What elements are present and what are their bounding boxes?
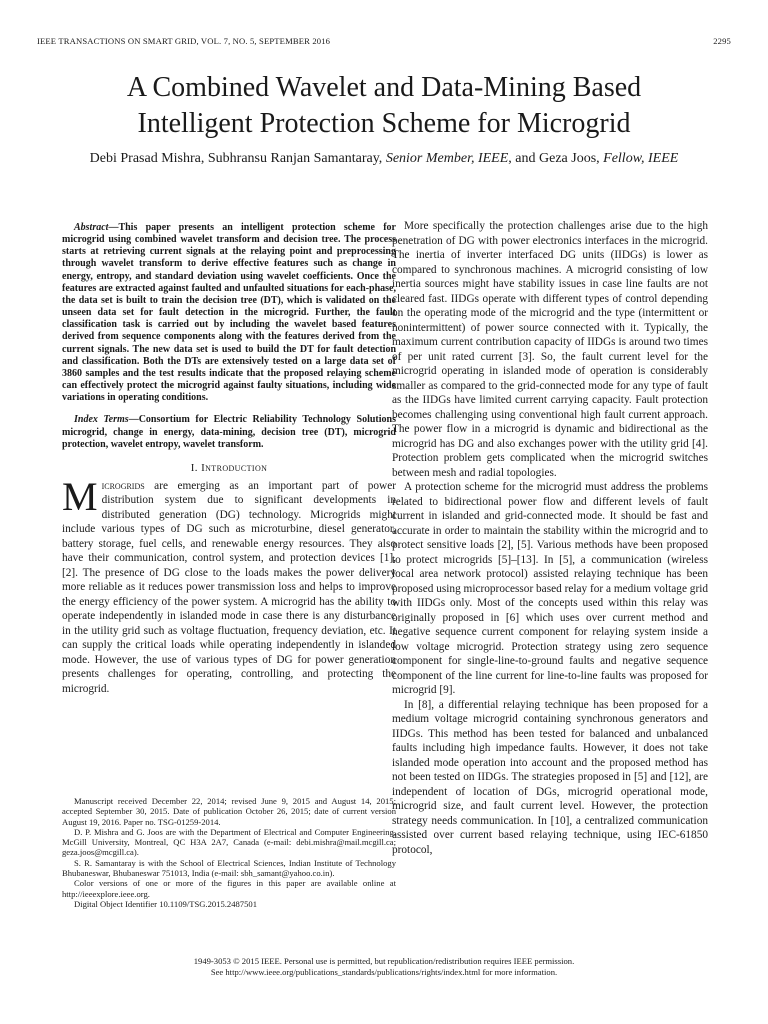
body-paragraph-1: More specifically the protection challenges arise due to the high penetration of DG with power electronics interfaces in the microgrid. The inertia of inverter interfaced DG units (IIDGs) is lower as compared to synchronous machines. A microgrid consisting of low inertia sources might have stability issues in case line faults are not cleared fast. IIDGs operate with different types of control depending on the operating mode of the microgrid and the type (intermittent or nonintermittent) of power source connected with it. Typically, the maximum current contribution capacity of IIDGs is around two times of per unit rated current [3]. So, the fault current level for the microgrid operating in islanded mode of operation is considerably smaller as compared to the grid-connected mode for any type of fault as the IIDGs have limited current carrying capacity. Fault protection becomes challenging using conventional high fault current approach. The power flow in a microgrid is dynamic and bidirectional as the microgrid has DG and also exchanges power with the utility grid [4]. Protection problem gets complicated when the microgrid switches between mesh and radial topologies.	[392, 220, 708, 479]
author-title-2: Fellow, IEEE	[603, 151, 679, 166]
page-number: 2295	[713, 36, 731, 46]
index-terms-text: —Consortium for Electric Reliability Technology Solutions microgrid, change in energy, data-mining, decision tree (DT), microgrid protection, wavelet entropy, wavelet transform.	[62, 414, 396, 450]
intro-text: are emerging as an important part of power distribution system due to significant developments in distributed generation (DG) technology. Microgrids might include various types of DG such as microturbine, diesel generator, battery storage, fuel cells, and renewable energy resources. They also have their communication, control system, and protection devices [1], [2]. The presence of DG close to the loads makes the power delivery more reliable as it reduces power transmission loss and helps to improve the energy efficiency of the power system. A microgrid has the ability to operate independently in islanded mode in case there is any disturbance in the utility grid such as voltage fluctuation, frequency deviation, etc. It can supply the critical loads while operating independently in islanded mode. However, the use of various types of DG for power generation presents challenges for operating, controlling, and protecting the microgrid.	[62, 479, 396, 695]
intro-paragraph	[62, 473, 396, 697]
running-head	[37, 36, 731, 50]
footnote-doi: Digital Object Identifier 10.1109/TSG.2015.2487501	[74, 898, 257, 909]
author-title-1: Senior Member, IEEE	[385, 151, 509, 166]
author-names-2: , and Geza Joos,	[508, 151, 604, 166]
section-heading-introduction	[62, 461, 396, 475]
abstract-label: Abstract	[74, 222, 109, 233]
author-names-1: Debi Prasad Mishra, Subhransu Ranjan Samantaray,	[89, 151, 386, 166]
title-line-2: Intelligent Protection Scheme for Microgrid	[137, 108, 631, 139]
index-terms-label: Index Terms	[74, 414, 129, 426]
intro-first-word: icrogrids	[101, 479, 145, 492]
drop-cap: M	[62, 473, 98, 519]
section-title: Introduction	[201, 461, 268, 474]
footnote-affiliation-1: D. P. Mishra and G. Joos are with the Department of Electrical and Computer Engineering, McGill University, Montreal, QC H3A 2A7, Canada (e-mail: debi.mishra@mail.mcgill.ca; geza.joos@mcgill.ca).	[62, 826, 396, 858]
title-line-1: A Combined Wavelet and Data-Mining Based	[126, 72, 642, 103]
body-paragraph-2: A protection scheme for the microgrid must address the problems related to bidirectional power flow and different levels of fault current in islanded and grid-connected mode. It should be fast and accurate in order to maintain the stability within the microgrid and to protect sensitive loads [2], [5]. Various methods have been proposed to protect microgrids [5]–[13]. In [5], a communication (wireless local area network protocol) assisted relaying technique has been proposed using microprocessor based relay for a medium voltage grid with IIDGs only. Most of the concepts used within this relay was originally proposed in [6] which uses over current method and negative sequence current component for relaying system inside a low voltage microgrid. Protection strategy using zero sequence component for single-line-to-ground faults and negative sequence component of the line current for line-to-line faults was proposed for microgrid [9].	[392, 481, 708, 696]
footnote-color-figures: Color versions of one or more of the figures in this paper are available online at http://ieeexplore.ieee.org.	[62, 878, 396, 899]
left-column	[62, 222, 396, 696]
index-terms	[62, 414, 396, 450]
abstract-text: —This paper presents an intelligent protection scheme for microgrid using combined wavelet transform and decision tree. The process starts at retrieving current signals at the relaying point and preprocessing through wavelet transform to derive effective features such as change in energy, entropy, and standard deviation using wavelet coefficients. Once the features are extracted against faulted and unfaulted situations for each-phase, the data set is built to train the decision tree (DT), which is validated on the unseen data set for fault detection in the microgrid. Further, the fault classification task is carried out by including the wavelet based features derived from sequence components along with the features derived from the current signals. The new data set is used to build the DT for fault detection and classification. Both the DTs are extensively tested on a large data set of 3860 samples and the test results indicate that the proposed relaying scheme can effectively protect the microgrid against faulty situations, including wide variations in operating conditions.	[62, 222, 396, 404]
footnote-manuscript: Manuscript received December 22, 2014; revised June 9, 2015 and August 14, 2015; accepted September 30, 2015. Date of publication October 26, 2015; date of current version August 19, 2016. Paper no. TSG-01259-2014.	[62, 796, 396, 827]
footnote-affiliation-2: S. R. Samantaray is with the School of Electrical Sciences, Indian Institute of Technology Bhubaneswar, Bhubaneswar 751013, India (e-mail: sbh_samant@yahoo.co.in).	[62, 857, 396, 879]
copyright-notice	[40, 956, 728, 978]
journal-header: IEEE TRANSACTIONS ON SMART GRID, VOL. 7, NO. 5, SEPTEMBER 2016	[37, 36, 331, 46]
copyright-line-1: 1949-3053 © 2015 IEEE. Personal use is permitted, but republication/redistribution requires IEEE permission.	[193, 956, 575, 966]
body-paragraph-3: In [8], a differential relaying technique has been proposed for a medium voltage microgrid containing synchronous generators and IIDGs. This method has been tested for balanced and unbalanced faults including high impedance faults. However, it does not take islanded mode operation into account and the proposed method has not been tested on IIDGs. The strategies proposed in [5] and [12], are independent of location of DGs, microgrid operational mode, microgrid size, and fault current level. However, the protection strategy needs communication. In [10], a centralized communication assisted over current based relaying technique, using IEC-61850 protocol,	[392, 698, 708, 856]
copyright-line-2: See http://www.ieee.org/publications_standards/publications/rights/index.html for more information.	[210, 967, 558, 977]
footnotes	[62, 796, 396, 909]
section-number: I.	[190, 461, 202, 474]
right-column	[392, 219, 708, 857]
author-line	[30, 150, 738, 168]
abstract	[62, 222, 396, 404]
paper-title	[30, 70, 738, 142]
